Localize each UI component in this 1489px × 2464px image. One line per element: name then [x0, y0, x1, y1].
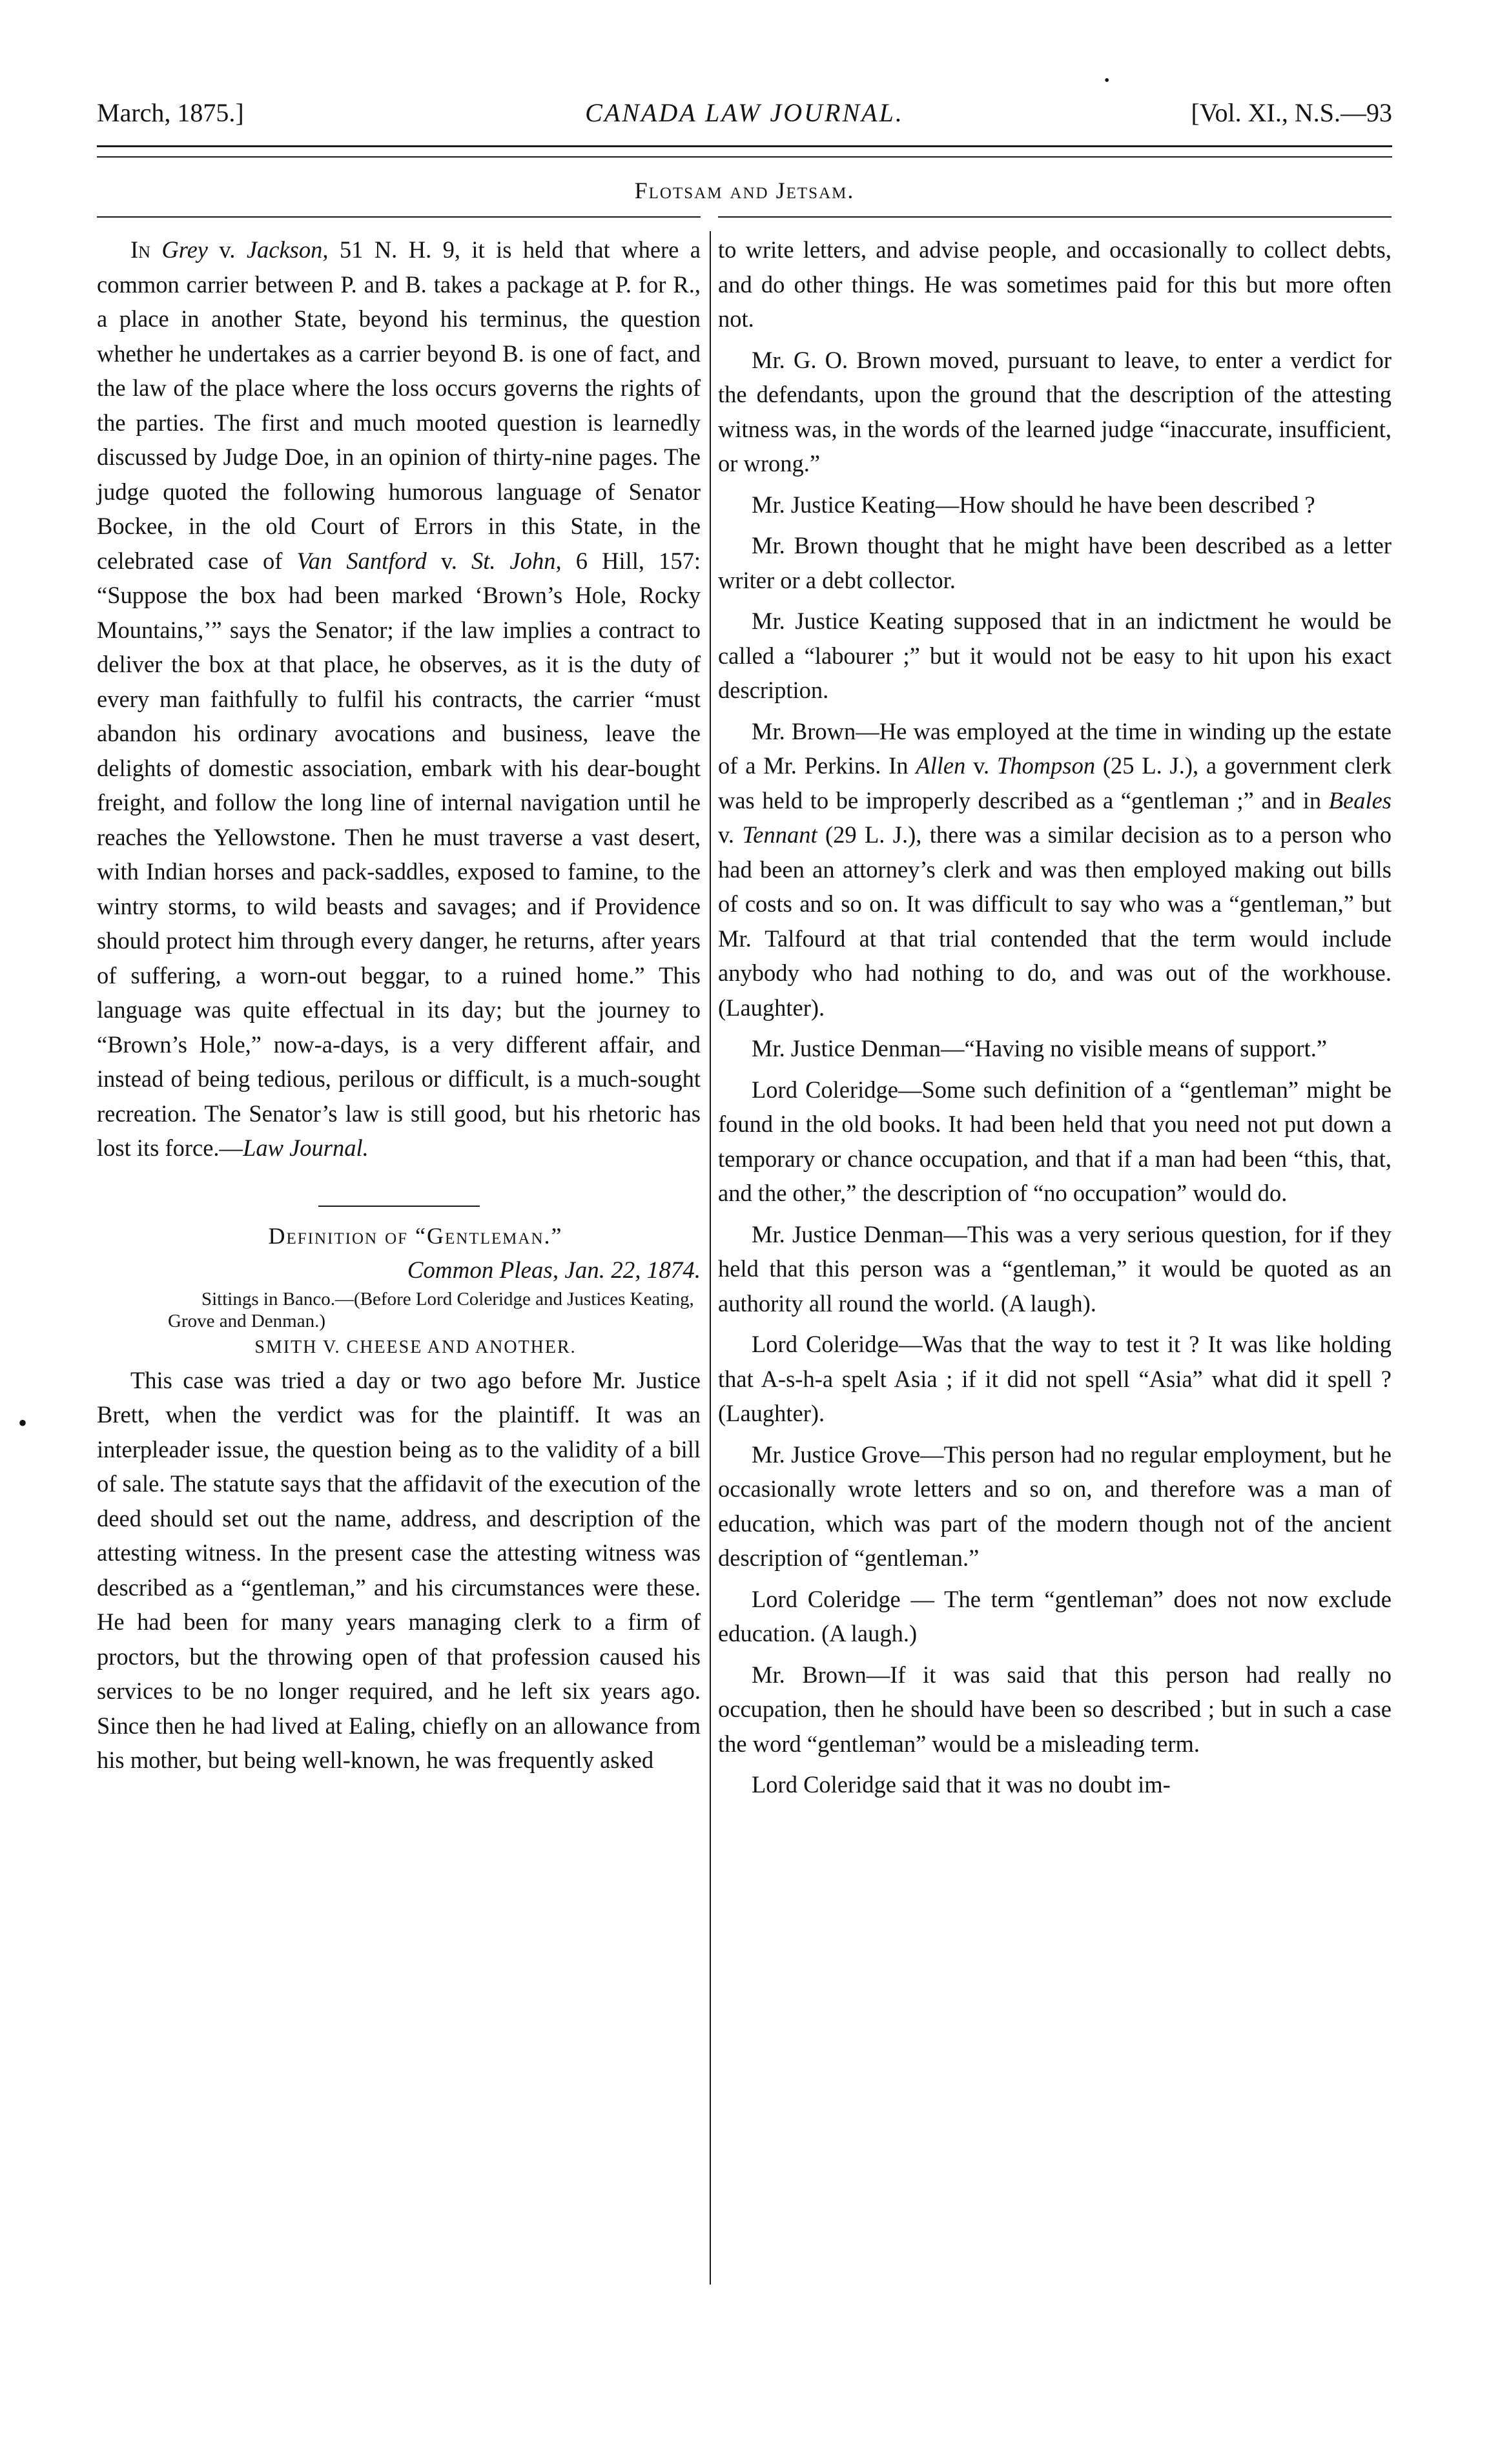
paragraph-text: (25 L. J.), a government clerk was held to be improperly described as a “gentleman ;” and in [718, 752, 1391, 814]
header-date: March, 1875.] [97, 98, 244, 127]
paragraph-text: Mr. Brown—He was employed at the time in winding up the estate of a Mr. Perkins. In [718, 717, 1391, 779]
article-title: Definition of “Gentleman.” [268, 1222, 563, 1249]
running-head [97, 90, 1392, 136]
article-sittings: Sittings in Banco.—(Before Lord Coleridge and Justices Keating, Grove and Denman.) [168, 1288, 694, 1331]
margin-mark: • [18, 1408, 28, 1437]
versus: v. [718, 821, 743, 848]
left-column-rule [97, 216, 701, 218]
right-column [718, 232, 1391, 1809]
article-paragraph: This case was tried a day or two ago before Mr. Justice Brett, when the verdict was for the plaintiff. It was an interpleader issue, the question being as to the validity of a bill of sale. The statute says that the affidavit of the execution of the deed should set out the name, address, and description of the attesting witness. In the present case the attesting witness was described as a “gentleman,” and his circumstances were these. He had been for many years managing clerk to a firm of proctors, but the throwing open of that profession caused his services to be no longer required, and he left six years ago. Since then he had lived at Ealing, chiefly on an allowance from his mother, but being well-known, he was frequently asked [97, 1366, 701, 1773]
article-paragraph: Mr. Brown thought that he might have been described as a letter writer or a debt collector. [718, 532, 1391, 593]
case-name: Thompson [996, 752, 1096, 779]
article-paragraph: Mr. G. O. Brown moved, pursuant to leave, to enter a verdict for the defendants, upon the ground that the description of the attesting witness was, in the words of the learned judge “inaccurate, insufficient, or wrong.” [718, 346, 1391, 477]
case-name: Grey [161, 236, 208, 263]
article-paragraph [718, 714, 1391, 1025]
article-court-date: Common Pleas, Jan. 22, 1874. [407, 1257, 701, 1284]
source-citation: Law Journal. [243, 1134, 369, 1161]
section-title: Flotsam and Jetsam. [634, 178, 855, 203]
flotsam-paragraph [97, 232, 701, 1165]
article-paragraph: Mr. Justice Denman—“Having no visible means of support.” [752, 1035, 1328, 1062]
versus: v. [426, 547, 471, 574]
column-divider [710, 231, 711, 2284]
article-paragraph-continued: to write letters, and advise people, and occasionally to collect debts, and do other things. He was sometimes paid for this but more often not. [718, 236, 1391, 332]
case-name: Beales [1328, 786, 1391, 814]
article-paragraph: Mr. Justice Keating—How should he have been described ? [752, 491, 1315, 518]
paragraph-text: 6 Hill, 157: “Suppose the box had been marked ‘Brown’s Hole, Rocky Mountains,’” says the Senator; if the law implies a contract to deliver the box at that place, he observes, as it is the duty of every man faithfully to fulfil his contracts, the carrier “must abandon his ordinary avocations and business, leave the delights of domestic association, embark with his dear-bought freight, and follow the long line of internal navigation until he reaches the Yellowstone. Then he must traverse a vast desert, with Indian horses and pack-saddles, exposed to famine, to the wintry storms, to wild beasts and savages; and if Providence should protect him through every danger, he returns, after years of suffering, a worn-out beggar, to a ruined home.” This language was quite effectual in its day; but the journey to “Brown’s Hole,” now-a-days, is a very different affair, and instead of being tedious, perilous or difficult, is a much-sought recreation. The Senator’s law is still good, but his rhetoric has lost its force.— [97, 547, 701, 1161]
article-paragraph: Mr. Justice Grove—This person had no regular employment, but he occasionally wrote letters and so on, and therefore was a man of education, which was part of the modern though not of the ancient description of “gentleman.” [718, 1441, 1391, 1571]
right-column-rule [718, 216, 1391, 218]
header-volume-page: [Vol. XI., N.S.—93 [1191, 98, 1392, 127]
paragraph-text: 51 N. H. 9, it is held that where a common carrier between P. and B. takes a package at P. for R., a place in another State, beyond his terminus, the question whether he undertakes as a carrier beyond B. is one of fact, and the law of the place where the loss occurs governs the rights of the parties. The first and much mooted question is learnedly discussed by Judge Doe, in an opinion of thirty-nine pages. The judge quoted the following humorous language of Senator Bockee, in the old Court of Errors in this State, in the celebrated case of [97, 236, 701, 574]
article-case-name: SMITH V. CHEESE AND ANOTHER. [254, 1337, 577, 1357]
article-paragraph: Lord Coleridge — The term “gentleman” does not now exclude education. (A laugh.) [718, 1585, 1391, 1647]
article-paragraph: Lord Coleridge—Some such definition of a “gentleman” might be found in the old books. It had been held that you need not put down a temporary or chance occupation, and that if a man had been “this, that, and the other,” the description of “no occupation” would do. [718, 1076, 1391, 1206]
printer-mark: • [1104, 72, 1110, 89]
case-name: Tennant [742, 821, 817, 848]
case-name: St. John, [471, 547, 562, 574]
article-separator [318, 1206, 480, 1207]
header-journal-title: CANADA LAW JOURNAL. [585, 98, 904, 127]
header-double-rule [97, 145, 1392, 158]
article-paragraph: Lord Coleridge—Was that the way to test it ? It was like holding that A-s-h-a spelt Asia ; if it did not spell “Asia” what did it spell ? (Laughter). [718, 1331, 1391, 1426]
case-name: Allen [916, 752, 966, 779]
article-paragraph: Mr. Brown—If it was said that this person had really no occupation, then he should have been so described ; but in such a case the word “gentleman” would be a misleading term. [718, 1661, 1391, 1757]
case-name: Jackson, [246, 236, 329, 263]
lead-word: In [130, 236, 150, 263]
paragraph-text: (29 L. J.), there was a similar decision as to a person who had been an attorney’s clerk and was then employed making out bills of costs and so on. It was difficult to say who was a “gentleman,” but Mr. Talfourd at that trial contended that the term would include anybody who had nothing to do, and was out of the workhouse. (Laughter). [718, 821, 1391, 1021]
versus: v. [207, 236, 247, 263]
article-paragraph: Mr. Justice Denman—This was a very serious question, for if they held that this person was a “gentleman,” it would be quoted as an authority all round the world. (A laugh). [718, 1220, 1391, 1317]
article-paragraph: Lord Coleridge said that it was no doubt im- [752, 1771, 1171, 1798]
article-paragraph: Mr. Justice Keating supposed that in an indictment he would be called a “labourer ;” but it would not be easy to hit upon his exact description. [718, 608, 1391, 703]
case-name: Van Santford [296, 547, 427, 574]
left-column [97, 232, 701, 1778]
versus: v. [965, 752, 997, 779]
